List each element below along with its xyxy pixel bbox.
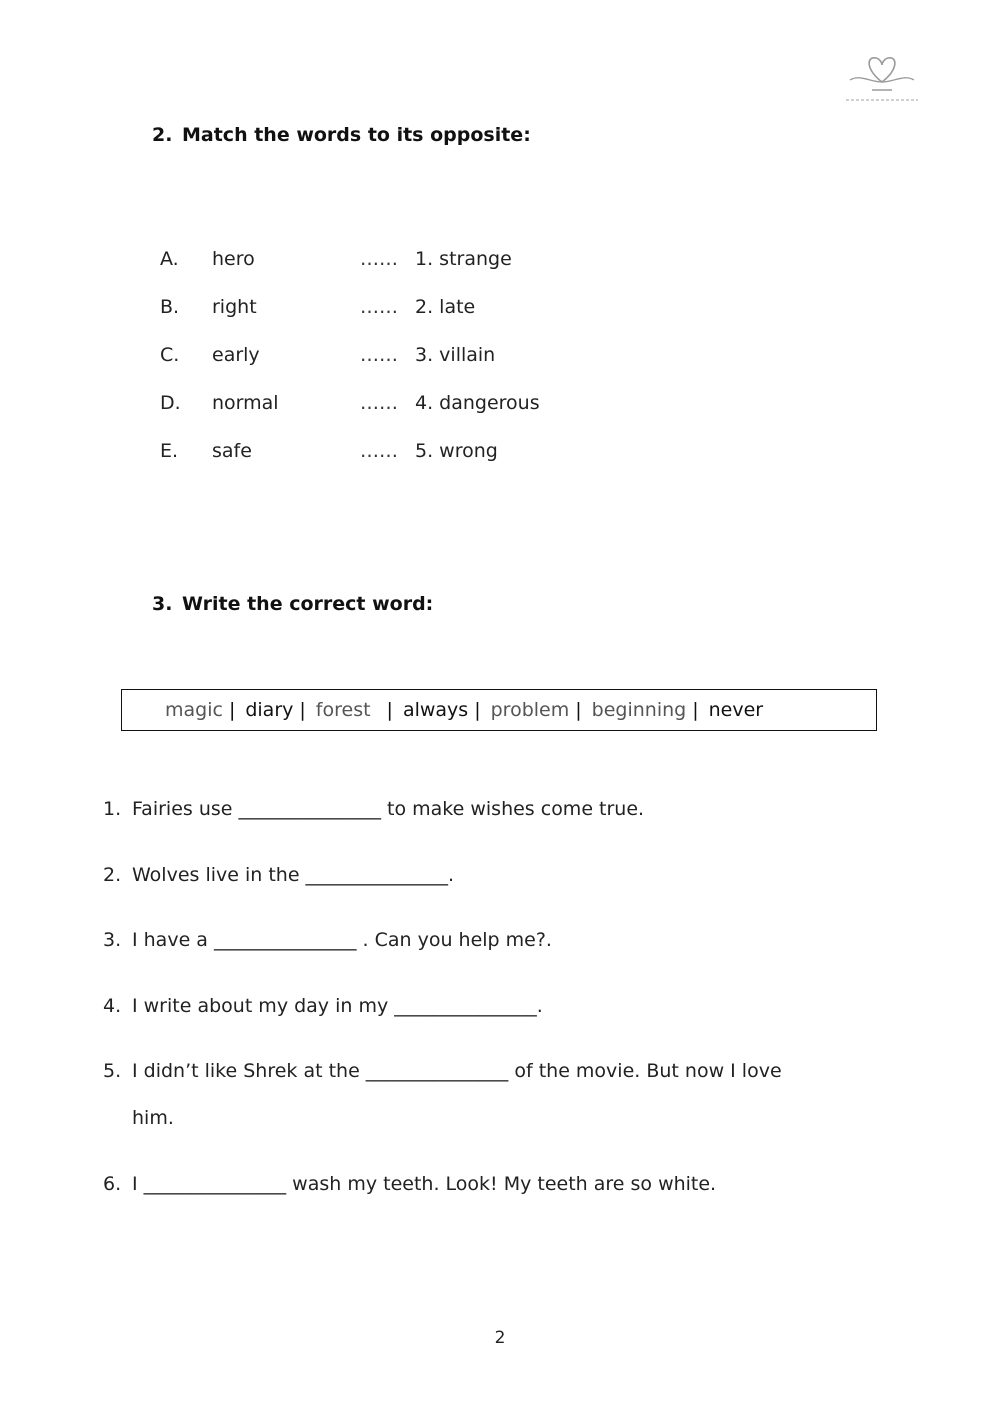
sentence-number: 3.	[103, 929, 122, 951]
sentence-row	[103, 994, 543, 1018]
page-number: 2	[494, 1328, 506, 1348]
match-blank[interactable]: ……	[360, 392, 398, 414]
match-blank[interactable]: ……	[360, 296, 398, 318]
sentence-text[interactable]: Wolves live in the _______________.	[132, 864, 455, 886]
word-bank-separator: |	[692, 699, 699, 721]
sentence-text[interactable]: I didn’t like Shrek at the _______________ of the movie. But now I love	[132, 1060, 782, 1082]
match-word: early	[212, 344, 260, 366]
match-word: normal	[212, 392, 279, 414]
sentence-continuation: him.	[132, 1107, 174, 1129]
section-3-heading: Write the correct word:	[182, 593, 434, 615]
match-letter: A.	[160, 248, 179, 270]
word-bank-separator: |	[299, 699, 306, 721]
match-blank[interactable]: ……	[360, 440, 398, 462]
match-answer: 3. villain	[415, 344, 496, 366]
word-bank-separator: |	[386, 699, 393, 721]
heart-logo-icon	[836, 52, 928, 114]
section-2-heading: Match the words to its opposite:	[182, 124, 531, 146]
match-word: right	[212, 296, 257, 318]
sentence-row	[103, 1059, 782, 1083]
word-bank-item: problem	[490, 699, 570, 721]
section-3-number: 3.	[152, 593, 173, 615]
section-2-title	[152, 124, 531, 146]
section-2-number: 2.	[152, 124, 173, 146]
sentence-number: 6.	[103, 1173, 122, 1195]
sentence-row	[103, 928, 552, 952]
word-bank-separator: |	[474, 699, 481, 721]
match-word: hero	[212, 248, 255, 270]
word-bank-item: beginning	[591, 699, 687, 721]
sentence-number: 5.	[103, 1060, 122, 1082]
sentence-row	[103, 1172, 716, 1196]
word-bank-item: never	[708, 699, 764, 721]
match-answer: 5. wrong	[415, 440, 498, 462]
sentence-text[interactable]: I _______________ wash my teeth. Look! My teeth are so white.	[132, 1173, 717, 1195]
match-letter: E.	[160, 440, 179, 462]
match-blank[interactable]: ……	[360, 248, 398, 270]
match-letter: B.	[160, 296, 180, 318]
section-3-title	[152, 593, 433, 615]
match-answer: 2. late	[415, 296, 476, 318]
word-bank-item: magic	[165, 699, 223, 721]
match-letter: D.	[160, 392, 181, 414]
word-bank-separator: |	[228, 699, 236, 721]
word-bank-item: always	[402, 699, 469, 721]
word-bank-item: forest	[315, 699, 371, 721]
match-letter: C.	[160, 344, 180, 366]
match-word: safe	[212, 440, 252, 462]
word-bank-item: diary	[245, 699, 294, 721]
sentence-text[interactable]: I have a _______________ . Can you help me?.	[132, 929, 552, 951]
sentence-number: 4.	[103, 995, 122, 1017]
sentence-row	[103, 797, 644, 821]
match-blank[interactable]: ……	[360, 344, 398, 366]
sentence-number: 1.	[103, 798, 122, 820]
sentence-number: 2.	[103, 864, 122, 886]
sentence-text[interactable]: I write about my day in my _______________.	[132, 995, 543, 1017]
sentence-row	[103, 863, 454, 887]
sentence-text[interactable]: Fairies use _______________ to make wishes come true.	[132, 798, 645, 820]
word-bank-separator: |	[575, 699, 582, 721]
word-bank	[121, 689, 877, 731]
match-answer: 1. strange	[415, 248, 512, 270]
match-answer: 4. dangerous	[415, 392, 540, 414]
